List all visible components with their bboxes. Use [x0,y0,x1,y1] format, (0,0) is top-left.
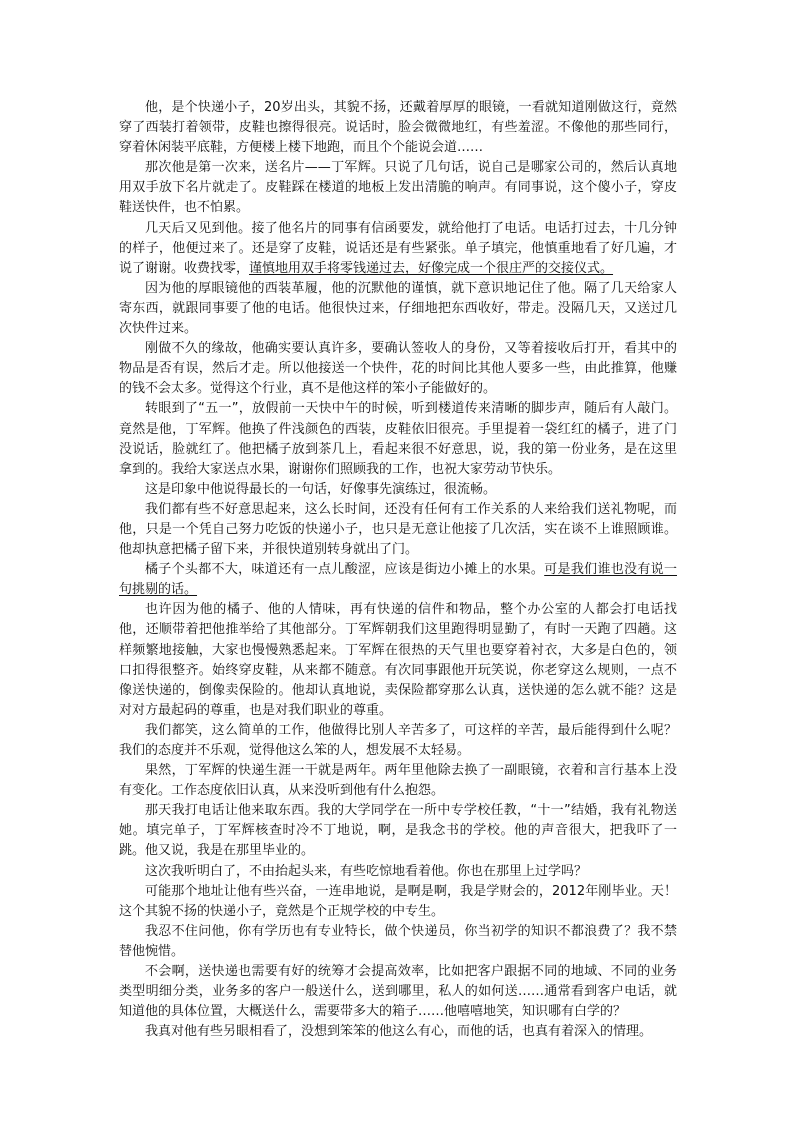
paragraph: 我们都有些不好意思起来，这么长时间，还没有任何有工作关系的人来给我们送礼物呢，而他，只是一个凭自己努力吃饭的快递小子，也只是无意让他接了几次活，实在谈不上谁照顾谁。他却执意把橘子留下来，并很快道别转身就出了门。 [119,501,677,558]
paragraph: 这次我听明白了，不由抬起头来，有些吃惊地看着他。你也在那里上过学吗？ [145,863,588,879]
paragraph: 不会啊，送快递也需要有好的统筹才会提高效率，比如把客户跟据不同的地域、不同的业务类型明细分类，业务多的客户一般送什么，送到哪里，私人的如何送……通常看到客户电话，就知道他的具体位置，大概送什么，需要带多大的箱子……他嘻嘻地笑，知识哪有白学的？ [119,964,677,1020]
paragraph: 那次他是第一次来，送名片——丁军辉。只说了几句话，说自己是哪家公司的，然后认真地用双手放下名片就走了。皮鞋踩在楼道的地板上发出清脆的响声。有同事说，这个傻小子，穿皮鞋送快件，也不怕累。 [119,160,677,216]
underlined-sentence: 谨慎地用双手将零钱递过去，好像完成一个很庄严的交接仪式。 [249,260,614,276]
paragraph: 可能那个地址让他有些兴奋，一连串地说，是啊是啊，我是学财会的，2012年刚毕业。天！这个其貌不扬的快递小子，竟然是个正规学校的中专生。 [119,883,677,919]
paragraph: 因为他的厚眼镜他的西装革履，他的沉默他的谨慎，就下意识地记住了他。隔了几天给家人寄东西，就跟同事要了他的电话。他很快过来，仔细地把东西收好，带走。没隔几天，又送过几次快件过来。 [119,280,677,337]
paragraph: 刚做不久的缘故，他确实要认真许多，要确认签收人的身份，又等着接收后打开，看其中的物品是否有误，然后才走。所以他接送一个快件，花的时间比其他人要多一些，由此推算，他赚的钱不会太多。觉得这个行业，真不是他这样的笨小子能做好的。 [119,341,677,397]
paragraph: 转眼到了“五一”，放假前一天快中午的时候，听到楼道传来清晰的脚步声，随后有人敲门。竟然是他，丁军辉。他换了件浅颜色的西装，皮鞋依旧很亮。手里提着一袋红红的橘子，进了门没说话，脸就红了。他把橘子放到茶几上，看起来很不好意思，说，我的第一份业务，是在这里拿到的。我给大家送点水果，谢谢你们照顾我的工作，也祝大家劳动节快乐。 [119,401,677,477]
underlined-sentence: 可是我们谁也没有说一句挑剔的话。 [119,562,677,598]
paragraph [119,560,677,600]
paragraph: 我真对他有些另眼相看了，没想到笨笨的他这么有心，而他的话，也真有着深入的情理。 [145,1024,653,1040]
paragraph: 我们都笑，这么简单的工作，他做得比别人辛苦多了，可这样的辛苦，最后能得到什么呢？我们的态度并不乐观，觉得他这么笨的人，想发展不太轻易。 [119,722,677,758]
paragraph: 果然，丁军辉的快递生涯一干就是两年。两年里他除去换了一副眼镜，衣着和言行基本上没有变化。工作态度依旧认真，从来没听到他有什么抱怨。 [119,763,677,799]
paragraph [119,219,677,279]
paragraph: 那天我打电话让他来取东西。我的大学同学在一所中专学校任教，“十一”结婚，我有礼物送她。填完单子，丁军辉核查时冷不丁地说，啊，是我念书的学校。他的声音很大，把我吓了一跳。他又说，我是在那里毕业的。 [119,803,677,859]
paragraph-text: 几天后又见到他。接了他名片的同事有信函要发，就给他打了电话。电话打过去，十几分钟的样子，他便过来了。还是穿了皮鞋，说话还是有些紧张。单子填完，他慎重地看了好几遍，才说了谢谢。收费找零， [119,220,677,276]
article-body [119,98,677,1042]
paragraph: 也许因为他的橘子、他的人情味，再有快递的信件和物品，整个办公室的人都会打电话找他，还顺带着把他推举给了其他部分。丁军辉朝我们这里跑得明显勤了，有时一天跑了四趟。这样频繁地接触，大家也慢慢熟悉起来。丁军辉在很热的天气里也要穿着衬衣，大多是白色的，领口扣得很整齐。始终穿皮鞋，从来都不随意。有次同事跟他开玩笑说，你老穿这么规则，一点不像送快递的，倒像卖保险的。他却认真地说，卖保险都穿那么认真，送快递的怎么就不能？这是对对方最起码的尊重，也是对我们职业的尊重。 [119,602,677,718]
paragraph-text: 橘子个头都不大，味道还有一点儿酸涩，应该是街边小摊上的水果。 [145,562,545,578]
paragraph: 他，是个快递小子，20岁出头，其貌不扬，还戴着厚厚的眼镜，一看就知道刚做这行，竟然穿了西装打着领带，皮鞋也擦得很亮。说话时，脸会微微地红，有些羞涩。不像他的那些同行，穿着休闲装平底鞋，方便楼上楼下地跑，而且个个能说会道…… [119,100,677,156]
paragraph: 这是印象中他说得最长的一句话，好像事先演练过，很流畅。 [145,481,497,497]
paragraph: 我忍不住问他，你有学历也有专业特长，做个快递员，你当初学的知识不都浪费了？我不禁替他惋惜。 [119,923,677,959]
